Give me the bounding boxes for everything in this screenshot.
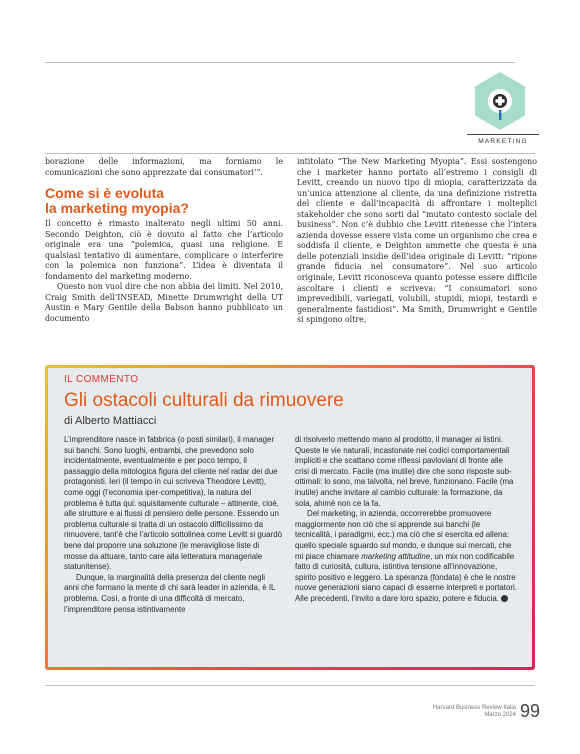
- article-column-left: [45, 157, 283, 325]
- subheading-line: Come si è evoluta: [45, 185, 165, 202]
- paragraph: L’imprenditore nasce in fabbrica (o posti similari), il manager sui banchi. Sono luoghi, entrambi, che prevedono solo incidentalmente, eventualmente e per poco tempo, il passaggio della mitologica figura del cliente nel radar dei due protagonisti. Ieri (il tempo in cui scriveva Theodore Levitt), come oggi (l’economia iper-competitiva), la natura del problema è tutta qui: squisitamente culturale – attinente, cioè, alle strutture e ai flussi di pensiero delle persone. Essendo un problema culturale si tratta di un ostacolo difficilissimo da rimuovere, tant’è che l’articolo sottolinea come Levitt si guardò bene dal proporre una soluzione (le meravigliose liste di mosse da attuare, tanto care alla letteratura manageriale statunitense).: [64, 435, 282, 572]
- end-mark-icon: [501, 595, 508, 602]
- header-rule: [45, 153, 535, 154]
- commento-byline: di Alberto Mattiacci: [64, 415, 157, 427]
- emphasis-text: marketing attitudine: [361, 551, 431, 561]
- commento-column-right: [295, 435, 519, 605]
- footer-rule: [45, 685, 535, 686]
- paragraph: di risolverlo mettendo mano al prodotto, il manager ai listini. Queste le vie naturali, incastonate nei codici comportamentali impliciti e che scattano come riflessi pavloviani di fronte alle crisi di mercato. Facile (ma inutile) dire che sono risposte sub-ottimali: lo sono, ma talvolta, nel breve, funzionano. Facile (ma inutile) anche invitare al cambio culturale: la formazione, da sola, ahimè non ce la fa.: [295, 435, 514, 508]
- subheading-line: la marketing myopia?: [45, 200, 189, 217]
- commento-title: Gli ostacoli culturali da rimuovere: [64, 390, 344, 411]
- footer-publication: Harvard Business Review Italia: [432, 705, 516, 711]
- section-label: MARKETING: [478, 138, 528, 145]
- commento-column-left: [64, 435, 282, 615]
- paragraph: Questo non vuol dire che non abbia dei limiti. Nel 2010, Craig Smith dell’INSEAD, Minette Drumwright della UT Austin e Mary Gentile della Babson hanno pubblicato un documento: [45, 282, 283, 324]
- paragraph: intitolato “The New Marketing Myopia”. Essi sostengono che i marketer hanno portato all’estremo i consigli di Levitt, creando un nuovo tipo di miopia, caratterizzata da un’unica attenzione al cliente, da una definizione ristretta del cliente e dall’incapacità di affrontare i molteplici stakeholder che sono sorti dal “mutato contesto sociale del business”. Non c’è dubbio che Levitt ritenesse che l’intera azienda dovesse essere vista come un organismo che crea e soddisfa il cliente, e Deighton ammette che questa è una delle potenziali insidie dell’idea originale di Levitt: “ripone grande fiducia nel consumatore”. Nel suo articolo originale, Levitt riconosceva quanto potesse essere difficile ascoltare i clienti e scriveva: “I consumatori sono imprevedibili, variegati, volubili, stupidi, miopi, testardi e generalmente fastidiosi”. Ma Smith, Drumwright e Gentile si spingono oltre,: [297, 157, 538, 325]
- commento-box-inner: [48, 368, 532, 667]
- text-run: Del marketing, in azienda, occorrerebbe promuovere maggiormente non ciò che si apprende sui banchi (le tecnicalità, i paradigmi, ecc.) ma ciò che si esercita ed allena: quello speciale sguardo sul mondo, e dunque sui mercati, che mi piace chiamare: [295, 509, 512, 561]
- commento-kicker: IL COMMENTO: [64, 374, 139, 385]
- paragraph: [295, 509, 519, 604]
- paragraph: Dunque, la marginalità della presenza del cliente negli anni che formano la mente di chi sarà leader in azienda, è IL problema. Così, a fronte di una difficoltà di mercato, l’imprenditore pensa istintivamente: [64, 572, 276, 614]
- page-number: 99: [520, 701, 541, 721]
- section-rule: [467, 134, 539, 135]
- top-rule: [45, 62, 515, 63]
- footer-date: Marzo 2024: [484, 712, 516, 718]
- paragraph: borazione delle informazioni, ma forniamo le comunicazioni che sono apprezzate dai consumatori’”.: [45, 157, 283, 177]
- paragraph: Il concetto è rimasto inalterato negli ultimi 50 anni. Secondo Deighton, ciò è dovuto al fatto che l’articolo originale era una “polemica, quasi una religione. E qualsiasi tentativo di aumentare, complicare o interferire con la polemica non funziona”. L’idea è diventata il fondamento del marketing moderno.: [45, 219, 283, 281]
- text-run: , un mix non codificabile fatto di curiosità, cultura, istintiva tensione all’innovazione, spirito positivo e leggero. La speranza (fondata) è che le nostre nuove generazioni siano capaci di esserne interpreti e portatori. Alle precedenti, l’invito a dare loro spazio, potere e fiducia.: [295, 551, 517, 603]
- article-column-right: [297, 157, 537, 326]
- commento-box: [45, 365, 535, 670]
- subheading: [45, 186, 283, 216]
- lens-icon: [469, 70, 531, 132]
